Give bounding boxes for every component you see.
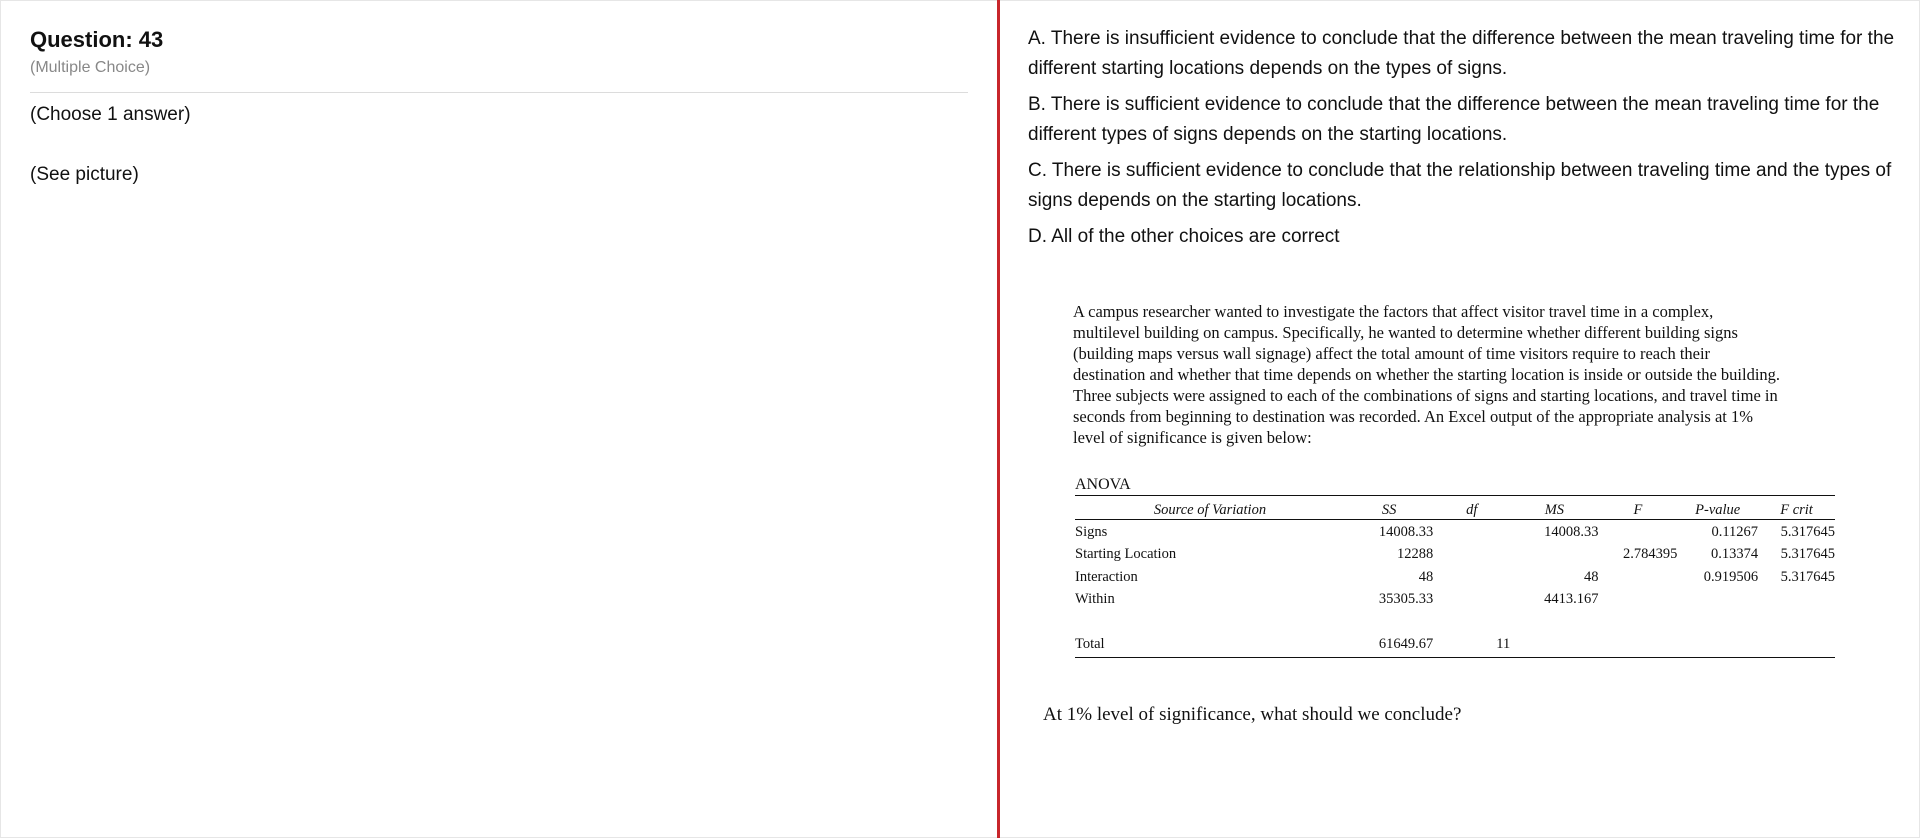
cell-ss: 61649.67 <box>1378 636 1434 653</box>
answer-option-c[interactable]: C. There is sufficient evidence to conclude that the relationship between traveling time and the types of signs depends on the starting locations. <box>1028 160 1892 211</box>
anova-label: ANOVA <box>1075 476 1131 493</box>
header-f: F <box>1633 502 1643 518</box>
cell-ms: 48 <box>1584 568 1599 585</box>
question-title: Question: 43 <box>30 27 164 52</box>
anova-header-row <box>1075 500 1835 521</box>
table-top-rule <box>1075 495 1835 496</box>
table-bottom-rule <box>1075 657 1835 658</box>
table-row <box>1075 589 1835 612</box>
see-picture-note: (See picture) <box>30 164 139 185</box>
cell-f-crit <box>1758 589 1835 612</box>
problem-passage: A campus researcher wanted to investigate the factors that affect visitor travel time in a complex, multilevel building on campus. Specifically, he wanted to determine whether different building signs (building maps versus wall signage) affect the total amount of time visitors require to reach their destination and whether that time depends on whether the starting location is inside or outside the building. Three subjects were assigned to each of the combinations of signs and starting locations, and travel time in seconds from beginning to destination was recorded. An Excel output of the appropriate analysis at 1% level of significance is given below: <box>1073 302 1781 447</box>
cell-ms: 4413.167 <box>1544 591 1599 608</box>
content-panel <box>1000 0 1920 838</box>
answer-instruction: (Choose 1 answer) <box>30 104 191 125</box>
cell-df <box>1433 589 1510 612</box>
cell-ss: 48 <box>1418 568 1434 585</box>
cell-p-value <box>1677 634 1758 657</box>
cell-source: Starting Location <box>1075 546 1177 563</box>
header-ms: MS <box>1544 502 1565 518</box>
cell-p-value <box>1677 589 1758 612</box>
cell-p-value: 0.919506 <box>1703 568 1759 585</box>
cell-ms: 14008.33 <box>1544 523 1599 540</box>
cell-f <box>1599 566 1678 589</box>
picture-question: At 1% level of significance, what should we conclude? <box>1043 704 1462 725</box>
cell-f <box>1599 521 1678 544</box>
cell-f-crit: 5.317645 <box>1780 546 1835 563</box>
answer-option-b[interactable]: B. There is sufficient evidence to conclude that the difference between the mean traveling time for the different types of signs depends on the starting locations. <box>1028 94 1880 145</box>
header-p-value: P-value <box>1695 502 1741 518</box>
table-row <box>1075 544 1835 567</box>
cell-df <box>1433 544 1510 567</box>
cell-f-crit: 5.317645 <box>1780 568 1835 585</box>
cell-f <box>1599 634 1678 657</box>
cell-df <box>1433 521 1510 544</box>
cell-df <box>1433 566 1510 589</box>
cell-f: 2.784395 <box>1622 546 1678 563</box>
cell-f-crit: 5.317645 <box>1780 523 1835 540</box>
cell-df: 11 <box>1496 636 1511 653</box>
answer-option-a[interactable]: A. There is insufficient evidence to conclude that the difference between the mean traveling time for the different starting locations depends on the types of signs. <box>1028 28 1895 79</box>
cell-source: Within <box>1075 591 1115 608</box>
question-picture <box>1000 0 1920 838</box>
cell-p-value: 0.13374 <box>1710 546 1759 563</box>
table-row <box>1075 521 1835 544</box>
table-total-row <box>1075 634 1835 657</box>
table-spacer-row <box>1075 611 1835 634</box>
cell-ss: 14008.33 <box>1378 523 1434 540</box>
cell-source: Total <box>1075 636 1105 653</box>
header-source: Source of Variation <box>1153 502 1267 518</box>
divider-line <box>30 92 968 93</box>
cell-ms <box>1510 544 1598 567</box>
cell-ms <box>1510 634 1598 657</box>
cell-source: Interaction <box>1075 568 1138 585</box>
answer-option-d[interactable]: D. All of the other choices are correct <box>1028 226 1340 247</box>
cell-ss: 12288 <box>1397 546 1434 563</box>
question-type: (Multiple Choice) <box>30 59 151 76</box>
header-df: df <box>1466 502 1478 518</box>
cell-f-crit <box>1758 634 1835 657</box>
cell-ss: 35305.33 <box>1378 591 1434 608</box>
anova-table <box>1075 500 1835 656</box>
cell-f <box>1599 589 1678 612</box>
header-ss: SS <box>1381 502 1397 518</box>
table-row <box>1075 566 1835 589</box>
cell-source: Signs <box>1075 523 1108 540</box>
cell-p-value: 0.11267 <box>1711 523 1759 540</box>
header-f-crit: F crit <box>1780 502 1813 518</box>
